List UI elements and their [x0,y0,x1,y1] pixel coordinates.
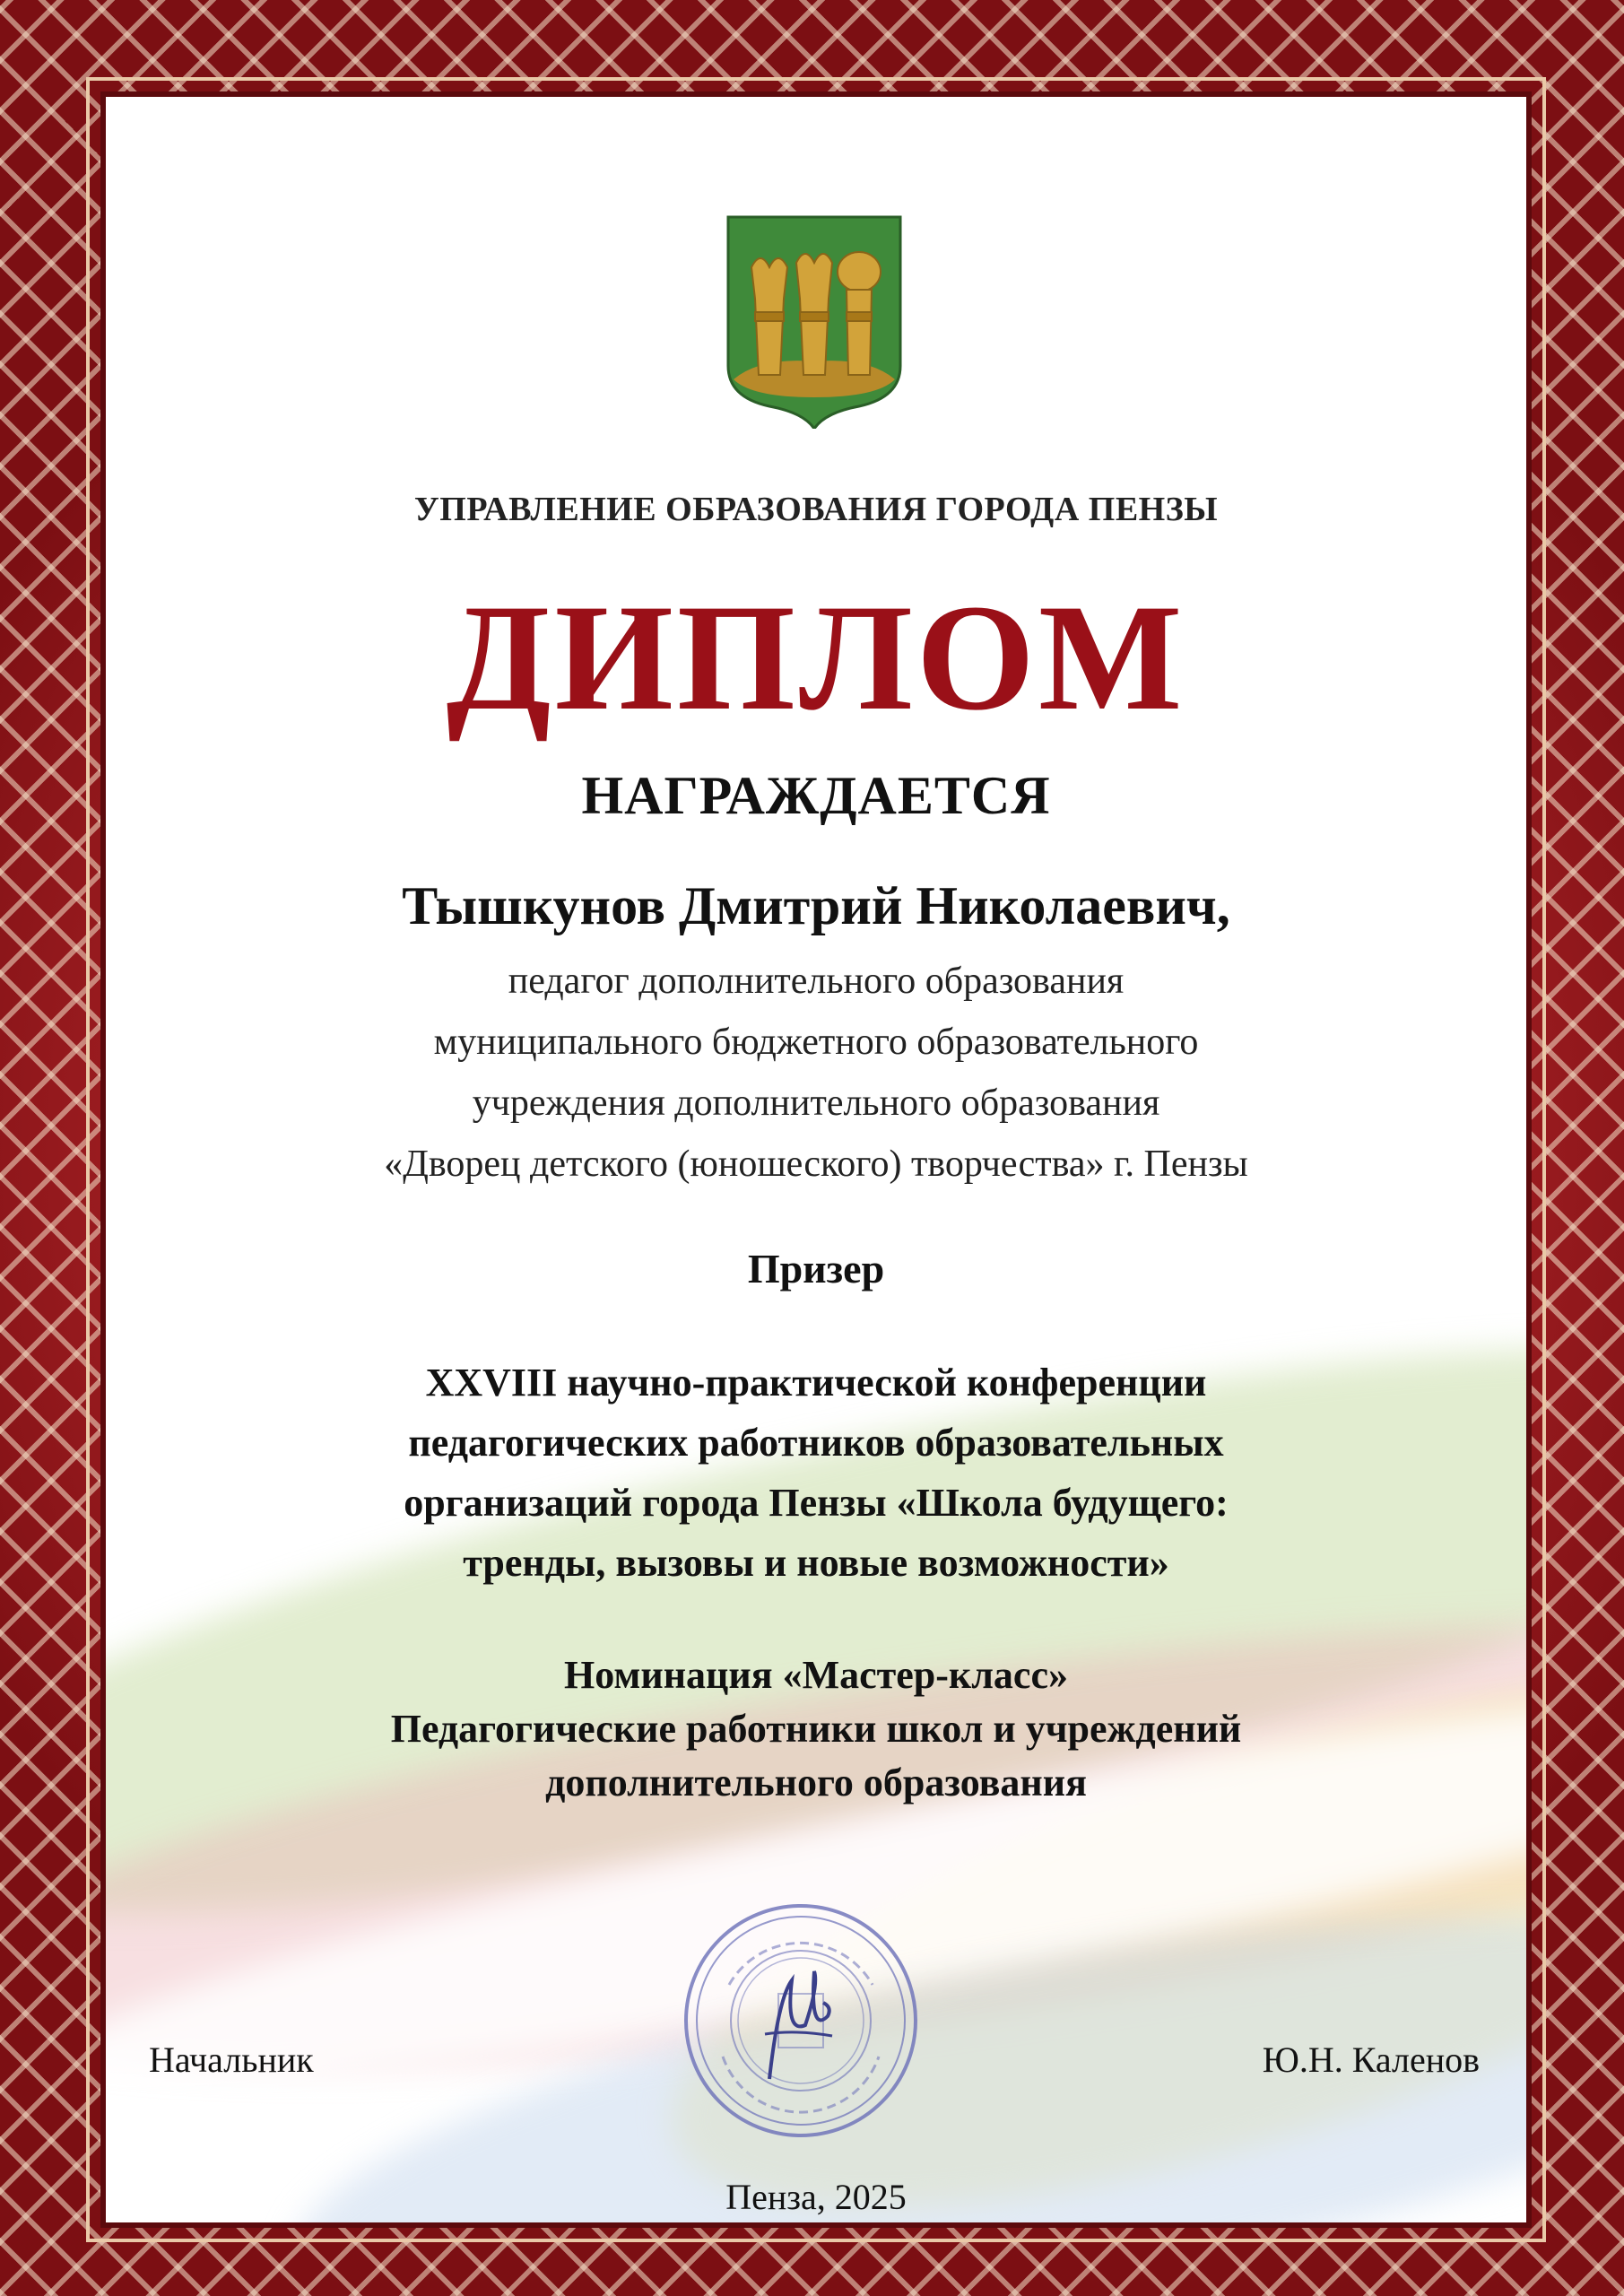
prize-place: Призер [747,1246,885,1292]
organization-name: УПРАВЛЕНИЕ ОБРАЗОВАНИЯ ГОРОДА ПЕНЗЫ [413,491,1219,528]
coat-of-arms-icon [725,213,904,429]
event-line: организаций города Пензы «Школа будущего: [404,1481,1229,1525]
event-description [106,1352,1526,1593]
nomination-line: Педагогические работники школ и учреждений [390,1707,1242,1751]
event-line: XXVIII научно-практической конференции [425,1361,1207,1405]
position-line: «Дворец детского (юношеского) творчества» г. Пензы [384,1144,1248,1185]
recipient-position [106,951,1526,1195]
position-line: муниципального бюджетного образовательного [433,1022,1199,1063]
diploma-sheet [106,97,1526,2222]
position-line: педагог дополнительного образования [508,961,1125,1002]
recipient-name: Тышкунов Дмитрий Николаевич, [402,876,1230,935]
position-line: учреждения дополнительного образования [472,1083,1160,1124]
diploma-title: ДИПЛОМ [446,573,1186,742]
signer-role: Начальник [149,2039,314,2080]
nomination-line: дополнительного образования [545,1761,1087,1805]
official-seal-icon [680,1900,922,2142]
nomination-line: Номинация «Мастер-класс» [564,1653,1068,1697]
signer-name: Ю.Н. Каленов [1262,2039,1480,2080]
place-and-year: Пенза, 2025 [725,2177,907,2217]
event-line: тренды, вызовы и новые возможности» [463,1541,1169,1585]
nomination [106,1648,1526,1810]
awarded-heading: НАГРАЖДАЕТСЯ [581,766,1051,825]
event-line: педагогических работников образовательных [408,1421,1224,1465]
